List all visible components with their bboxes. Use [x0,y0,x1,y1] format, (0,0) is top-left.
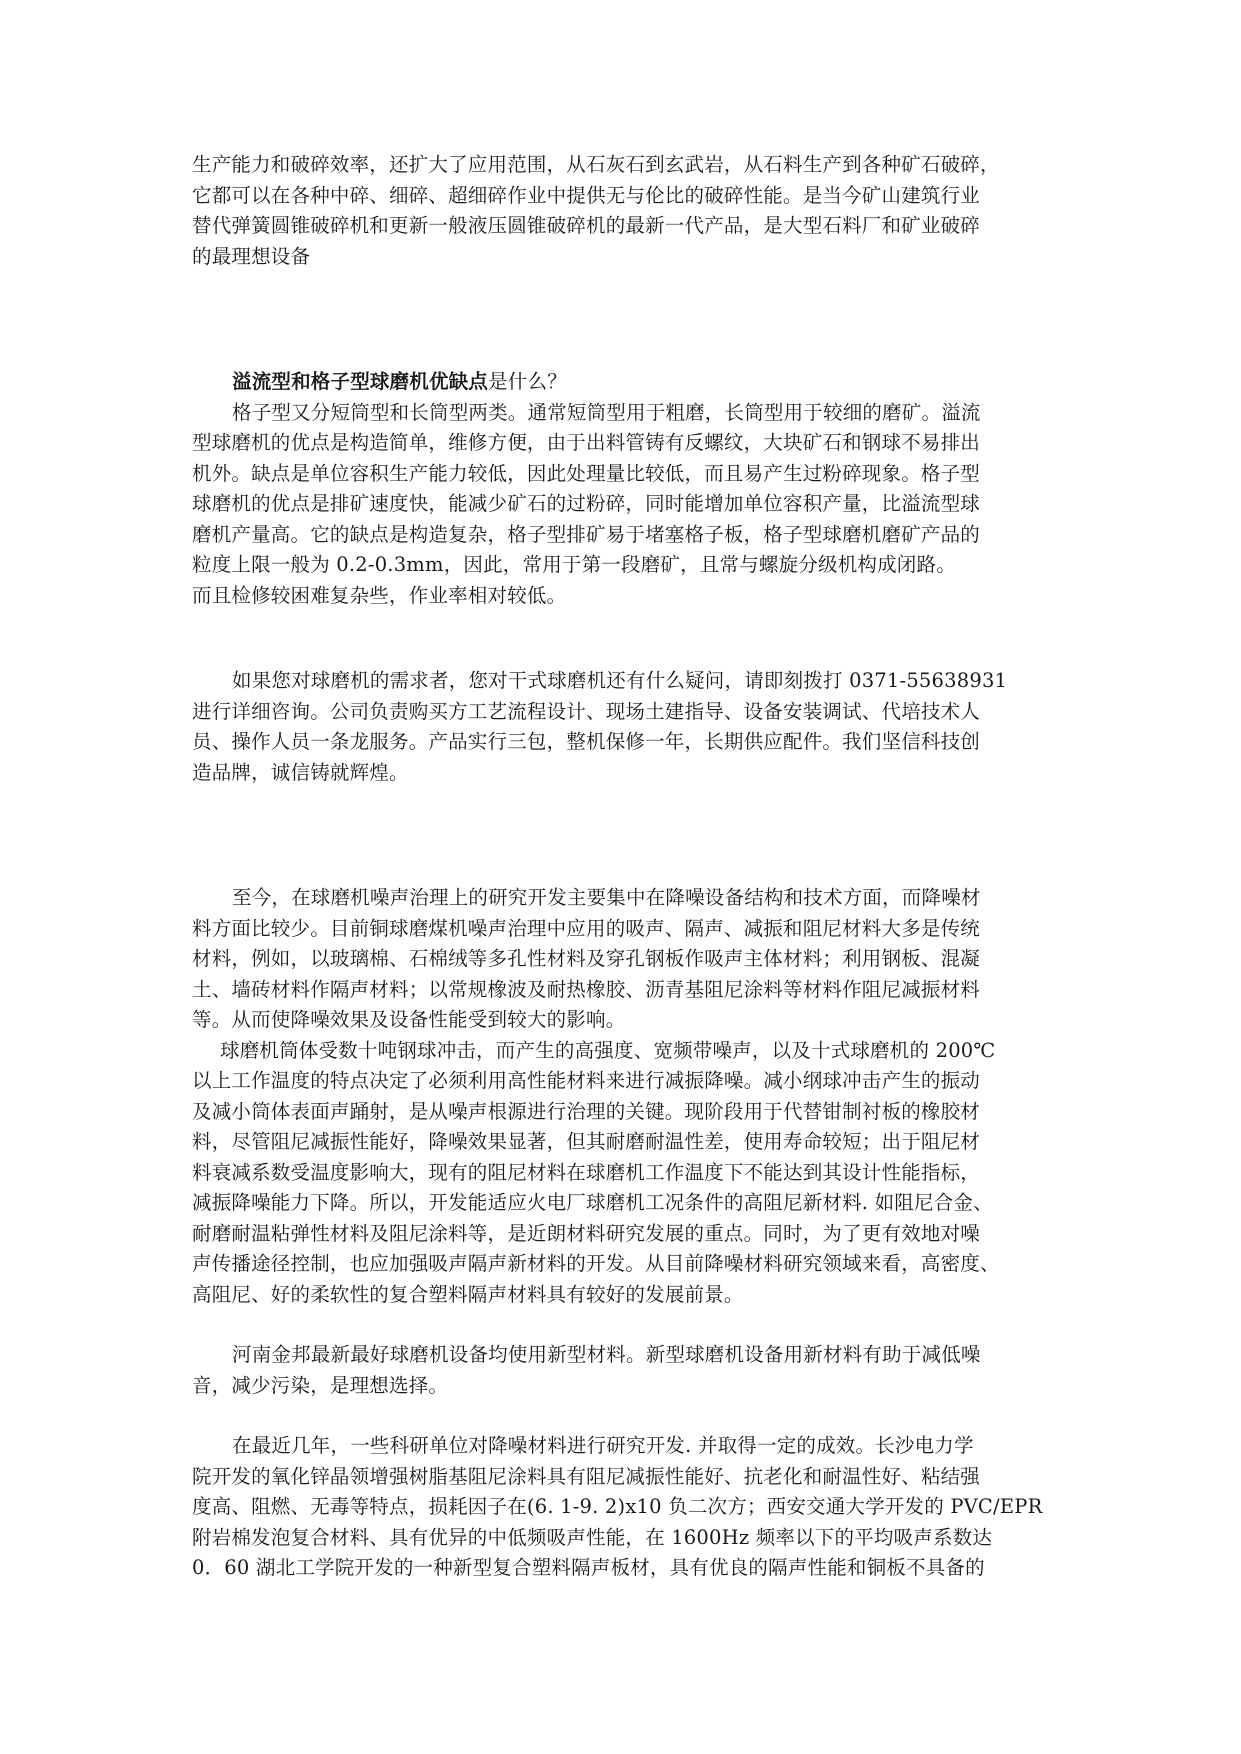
text-line: 料方面比较少。目前铜球磨煤机噪声治理中应用的吸声、隔声、减振和阻尼材料大多是传统 [192,916,981,940]
text-line: 音，减少污染，是理想选择。 [192,1373,449,1397]
section-heading [192,367,1052,398]
text-line: 至今，在球磨机噪声治理上的研究开发主要集中在降噪设备结构和技术方面，而降噪材 [232,886,981,909]
paragraph-noise-materials [192,883,1052,1036]
text-line: 机外。缺点是单位容积生产能力较低，因此处理量比较低，而且易产生过粉碎现象。格子型 [192,461,981,485]
heading-bold: 溢流型和格子型球磨机优缺点 [232,370,489,393]
spacer [192,1401,1052,1431]
text-line: 生产能力和破碎效率，还扩大了应用范围，从石灰石到玄武岩，从石料生产到各种矿石破碎， [192,153,1000,176]
text-line: 高阻尼、好的柔软性的复合塑料隔声材料具有较好的发展前景。 [192,1282,744,1306]
text-line: 如果您对球磨机的需求者，您对干式球磨机还有什么疑问，请即刻拨打 0371-55638931 [232,669,1008,692]
spacer [192,1310,1052,1340]
text-line: 耐磨耐温粘弹性材料及阻尼涂料等，是近朗材料研究发展的重点。同时，为了更有效地对噪 [192,1221,981,1245]
text-line: 而且检修较困难复杂些，作业率相对较低。 [192,583,567,607]
text-line: 减振降噪能力下降。所以，开发能适应火电厂球磨机工况条件的高阻尼新材料. 如阻尼合金、 [192,1191,993,1214]
text-line: 0．60 湖北工学院开发的一种新型复合塑料隔声板材，具有优良的隔声性能和铜板不具备的 [192,1556,985,1579]
spacer [192,611,1052,666]
spacer [192,788,1052,883]
text-line: 料，尽管阻尼减振性能好，降噪效果显著，但其耐磨耐温性差，使用寿命较短；出于阻尼材 [192,1130,981,1153]
paragraph-research [192,1431,1052,1584]
text-line: 河南金邦最新最好球磨机设备均使用新型材料。新型球磨机设备用新材料有助于减低噪 [232,1343,981,1366]
paragraph-contact [192,666,1052,788]
text-line: 格子型又分短筒型和长筒型两类。通常短筒型用于粗磨，长筒型用于较细的磨矿。溢流 [232,400,981,424]
text-line: 材料，例如，以玻璃棉、石棉绒等多孔性材料及穿孔钢板作吸声主体材料；利用钢板、混凝 [192,947,981,970]
heading-rest: 是什么？ [488,370,567,393]
text-line: 球磨机的优点是排矿速度快，能减少矿石的过粉碎，同时能增加单位容积产量，比溢流型球 [192,492,981,515]
text-line: 等。从而使降噪效果及设备性能受到较大的影响。 [192,1008,626,1031]
text-line: 造品牌，诚信铸就辉煌。 [192,760,409,784]
paragraph-company [192,1340,1052,1401]
text-line: 度高、阻燃、无毒等特点，损耗因子在(6. 1-9. 2)x10 负二次方；西安交通大学开发的 PVC/EPR [192,1495,1043,1518]
text-line: 及减小筒体表面声踊射，是从噪声根源进行治理的关键。现阶段用于代替钳制衬板的橡胶材 [192,1099,981,1123]
text-line: 进行详细咨询。公司负责购买方工艺流程设计、现场土建指导、设备安装调试、代培技术人 [192,699,981,723]
text-line: 型球磨机的优点是构造简单，维修方便，由于出料管铸有反螺纹，大块矿石和钢球不易排出 [192,431,981,454]
text-line: 球磨机筒体受数十吨钢球冲击，而产生的高强度、宽频带噪声，以及十式球磨机的 200℃ [220,1038,996,1062]
paragraph-grid-vs-overflow [192,398,1052,612]
text-line: 院开发的氧化锌晶领增强树脂基阻尼涂料具有阻尼减振性能好、抗老化和耐温性好、粘结强 [192,1464,981,1488]
text-line: 以上工作温度的特点决定了必须利用高性能材料来进行减振降噪。减小纲球冲击产生的振动 [192,1069,981,1092]
text-line: 替代弹簧圆锥破碎机和更新一般液压圆锥破碎机的最新一代产品，是大型石料厂和矿业破碎 [192,214,981,237]
text-line: 声传播途径控制，也应加强吸声隔声新材料的开发。从目前降噪材料研究领域来看，高密度、 [192,1252,1000,1275]
text-line: 在最近几年，一些科研单位对降噪材料进行研究开发. 并取得一定的成效。长沙电力学 [232,1434,974,1457]
text-line: 磨机产量高。它的缺点是构造复杂，格子型排矿易于堵塞格子板，格子型球磨机磨矿产品的 [192,522,981,546]
text-line: 的最理想设备 [192,244,311,268]
text-line: 土、墙砖材料作隔声材料；以常规橡波及耐热橡胶、沥青基阻尼涂料等材料作阻尼减振材料 [192,977,981,1001]
spacer [192,272,1052,367]
text-line: 它都可以在各种中碎、细碎、超细碎作业中提供无与伦比的破碎性能。是当今矿山建筑行业 [192,183,981,207]
text-line: 附岩棉发泡复合材料、具有优异的中低频吸声性能，在 1600Hz 频率以下的平均吸声系数达 [192,1525,993,1549]
paragraph-vibration [192,1036,1052,1311]
intro-paragraph [192,150,1052,272]
text-line: 粒度上限一般为 0.2-0.3mm，因此，常用于第一段磨矿，且常与螺旋分级机构成闭路。 [192,553,956,576]
document-page [192,150,1052,1584]
text-line: 料衰减系数受温度影响大，现有的阻尼材料在球磨机工作温度下不能达到其设计性能指标， [192,1160,981,1184]
text-line: 员、操作人员一条龙服务。产品实行三包，整机保修一年，长期供应配件。我们坚信科技创 [192,730,981,753]
